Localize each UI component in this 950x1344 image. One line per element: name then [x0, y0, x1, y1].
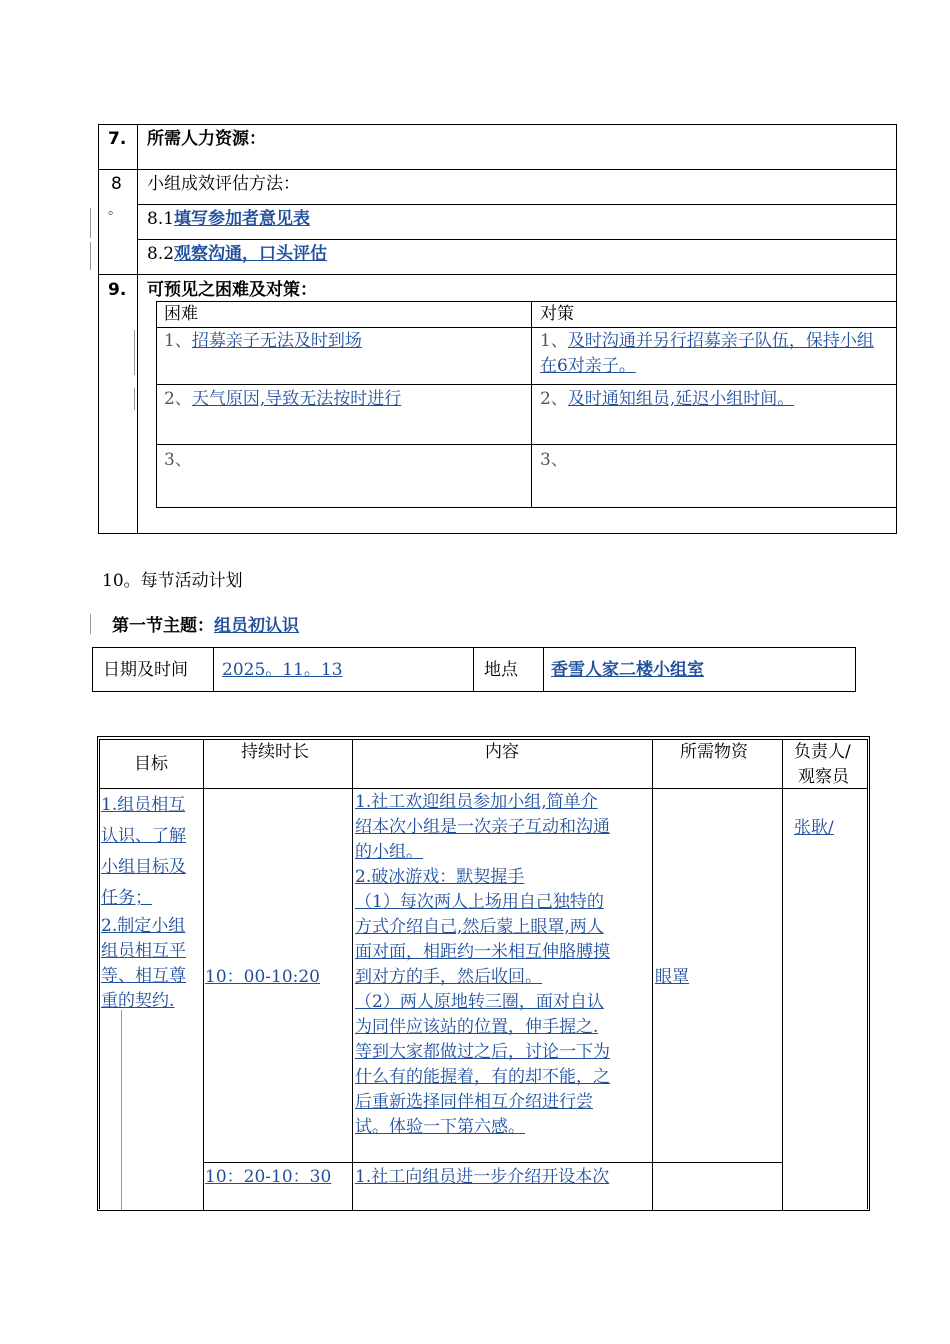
content-line: （2）两人原地转三圈，面对自认 [355, 992, 604, 1012]
content-line: 什么有的能握着，有的却不能，之 [355, 1067, 610, 1087]
header-content: 内容 [485, 742, 519, 762]
content-line: 面对面，相距约一米相互伸胳膊摸 [355, 942, 610, 962]
header-goal: 目标 [134, 754, 168, 774]
section-9-label: 可预见之困难及对策： [147, 280, 317, 300]
row1-owner[interactable]: 张耿/ [794, 818, 834, 838]
section-7-number: 7. [108, 129, 127, 149]
difficulty-row-2: 2、天气原因,导致无法按时进行 [164, 389, 402, 409]
row1-materials[interactable]: 眼罩 [655, 967, 689, 987]
eval-method-2: 8.2观察沟通，口头评估 [147, 244, 328, 264]
content-line: 试。体验一下第六感。 [355, 1117, 525, 1137]
content-line: 的小组。 [355, 842, 423, 862]
header-duration: 持续时长 [241, 742, 309, 762]
content-line: 等到大家都做过之后，讨论一下为 [355, 1042, 610, 1062]
row2-content: 1.社工向组员进一步介绍开设本次 [355, 1167, 610, 1187]
difficulty-text-1[interactable]: 招募亲子无法及时到场 [191, 331, 362, 351]
goal-text [101, 790, 186, 1014]
header-owner-line1: 负责人/ [794, 742, 851, 762]
goal-line: 认识、了解 [101, 826, 186, 846]
section-7-label: 所需人力资源： [147, 129, 266, 149]
plan-heading: 10。每节活动计划 [102, 571, 243, 591]
section-9-number: 9. [108, 280, 127, 300]
eval-method-1-text[interactable]: 填写参加者意见表 [174, 209, 311, 229]
strategy-text-2[interactable]: 及时通知组员,延迟小组时间。 [567, 389, 795, 409]
section-8-label: 小组成效评估方法： [147, 174, 300, 194]
content-line: （1）每次两人上场用自己独特的 [355, 892, 604, 912]
date-value[interactable]: 2025。11。13 [222, 660, 343, 680]
content-line: 绍本次小组是一次亲子互动和沟通 [355, 817, 610, 837]
content-line: 方式介绍自己,然后蒙上眼罩,两人 [355, 917, 604, 937]
content-line: 到对方的手，然后收回。 [355, 967, 542, 987]
row2-duration[interactable]: 10：20-10：30 [205, 1167, 332, 1187]
content-line: 为同伴应该站的位置，伸手握之. [355, 1017, 599, 1037]
difficulty-row-3: 3、 [164, 450, 192, 470]
strategy-text-1[interactable]: 及时沟通并另行招募亲子队伍，保持小组在6对亲子。 [540, 331, 874, 376]
column-header-difficulty: 困难 [164, 304, 198, 324]
strategy-row-1: 1、及时沟通并另行招募亲子队伍，保持小组在6对亲子。 [540, 331, 874, 376]
section-8-number: 8 [111, 174, 122, 194]
goal-line: 1.组员相互 [101, 795, 186, 815]
content-line: 1.社工欢迎组员参加小组,简单介 [355, 792, 598, 812]
row1-content [355, 790, 610, 1140]
header-owner-line2: 观察员 [798, 767, 849, 787]
strategy-row-3: 3、 [540, 450, 568, 470]
goal-line: 小组目标及 [101, 857, 186, 877]
goal-line: 2.制定小组 [101, 916, 186, 936]
goal-line: 等、相互尊 [101, 966, 186, 986]
content-line: 后重新选择同伴相互介绍进行尝 [355, 1092, 593, 1112]
eval-method-1: 8.1填写参加者意见表 [147, 209, 311, 229]
goal-line: 重的契约. [101, 991, 175, 1011]
header-materials: 所需物资 [680, 742, 748, 762]
session-title: 第一节主题：组员初认识 [112, 616, 299, 636]
difficulty-text-2[interactable]: 天气原因,导致无法按时进行 [191, 389, 402, 409]
eval-method-2-text[interactable]: 观察沟通，口头评估 [174, 244, 328, 264]
content-line: 2.破冰游戏：默契握手 [355, 867, 525, 887]
place-label: 地点 [484, 660, 518, 680]
goal-line: 组员相互平 [101, 941, 186, 961]
session-theme[interactable]: 组员初认识 [214, 616, 299, 636]
section-8-number-mark: 。 [108, 202, 122, 218]
place-value[interactable]: 香雪人家二楼小组室 [551, 660, 704, 680]
goal-line: 任务； [101, 888, 152, 908]
column-header-strategy: 对策 [540, 304, 574, 324]
strategy-row-2: 2、及时通知组员,延迟小组时间。 [540, 389, 795, 409]
row1-duration[interactable]: 10：00-10:20 [205, 967, 320, 987]
date-label: 日期及时间 [103, 660, 188, 680]
difficulty-row-1: 1、招募亲子无法及时到场 [164, 331, 362, 351]
